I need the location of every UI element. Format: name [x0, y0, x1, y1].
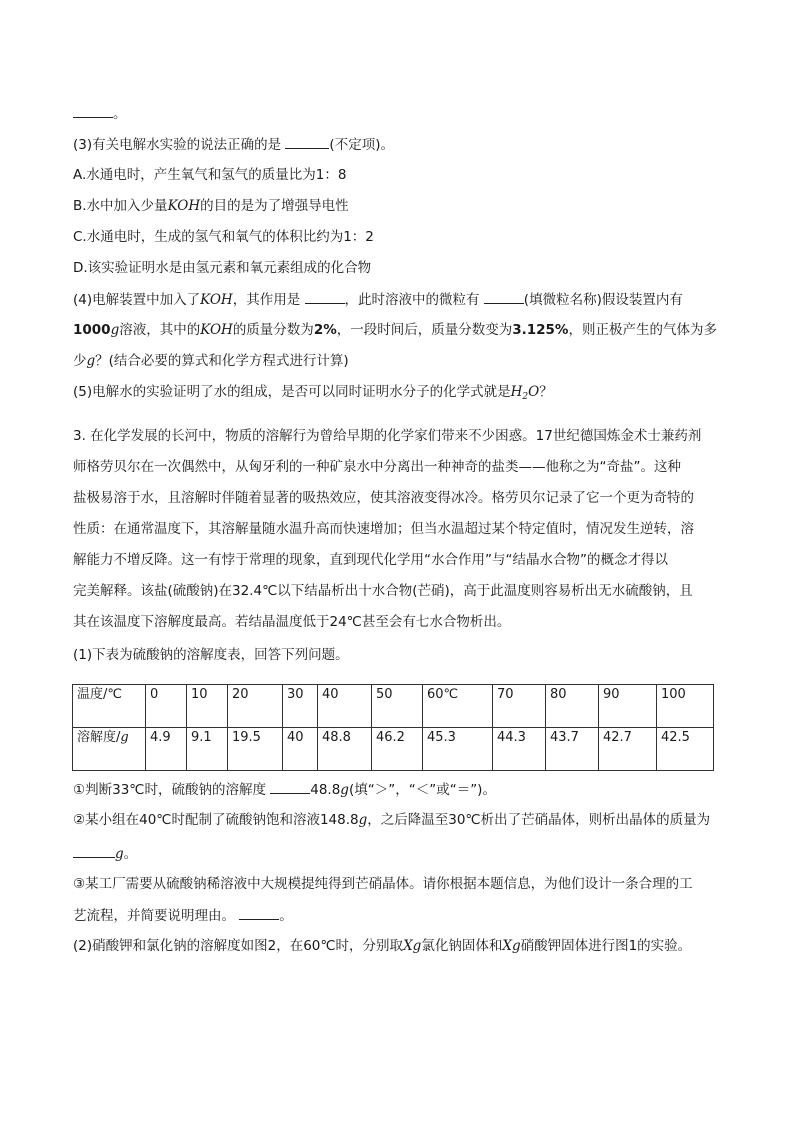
- answer-blank[interactable]: [73, 103, 113, 118]
- table-cell: 9.1: [187, 728, 228, 771]
- sub-question-2: (2)硝酸钾和氯化钠的溶解度如图2，在60℃时，分别取Xg氯化钠固体和Xg硝酸钾固体进行图1的实验。: [73, 938, 692, 954]
- intro-line: 其在该温度下溶解度最高。若结晶温度低于24℃甚至会有七水合物析出。: [73, 614, 511, 630]
- table-cell: 70: [493, 685, 546, 728]
- table-cell: 30: [283, 685, 318, 728]
- table-header-temperature: 温度/℃: [73, 685, 146, 728]
- answer-blank-line: 。: [73, 103, 127, 124]
- table-cell: 90: [599, 685, 657, 728]
- table-cell: 4.9: [146, 728, 187, 771]
- table-cell: 44.3: [493, 728, 546, 771]
- question-4-line-2: 1000g溶液，其中的KOH的质量分数为2%，一段时间后，质量分数变为3.125%，则正极产生的气体为多: [73, 322, 717, 338]
- answer-blank[interactable]: [270, 779, 310, 794]
- option-a: A.水通电时，产生氧气和氢气的质量比为1：8: [73, 167, 347, 183]
- intro-line: 3. 在化学发展的长河中，物质的溶解行为曾给早期的化学家们带来不少困惑。17世纪德国炼金术士兼药剂: [73, 428, 702, 444]
- table-cell: 43.7: [546, 728, 599, 771]
- question-5: (5)电解水的实验证明了水的组成，是否可以同时证明水分子的化学式就是$H_2O$？: [73, 384, 553, 402]
- question-4-line-3: 少g？(结合必要的算式和化学方程式进行计算): [73, 353, 349, 369]
- sub-question-1: (1)下表为硫酸钠的溶解度表，回答下列问题。: [73, 647, 349, 663]
- table-cell: 0: [146, 685, 187, 728]
- question-2-crystal-line-2: g。: [73, 843, 137, 864]
- question-4-line-1: (4)电解装置中加入了KOH，其作用是 ，此时溶液中的微粒有 (填微粒名称)假设装置内有: [73, 289, 683, 310]
- question-3-process-line-2: 艺流程，并简要说明理由。 。: [73, 905, 293, 926]
- table-cell: 42.7: [599, 728, 657, 771]
- table-cell: 10: [187, 685, 228, 728]
- table-row: [73, 728, 714, 771]
- answer-blank[interactable]: [239, 905, 279, 920]
- table-cell: 19.5: [228, 728, 283, 771]
- intro-line: 盐极易溶于水，且溶解时伴随着显著的吸热效应，使其溶液变得冰冷。格劳贝尔记录了它一个更为奇特的: [73, 490, 694, 506]
- answer-blank[interactable]: [484, 289, 524, 304]
- table-cell: 46.2: [372, 728, 423, 771]
- question-3: (3)有关电解水实验的说法正确的是 (不定项)。: [73, 134, 394, 155]
- intro-line: 性质：在通常温度下，其溶解量随水温升高而快速增加；但当水温超过某个特定值时，情况发生逆转，溶: [73, 521, 694, 537]
- intro-line: 完美解释。该盐(硫酸钠)在32.4℃以下结晶析出十水合物(芒硝)，高于此温度则容易析出无水硫酸钠，且: [73, 583, 693, 599]
- water-formula: $H_2O$: [510, 384, 540, 402]
- table-cell: 42.5: [657, 728, 714, 771]
- table-cell: 48.8: [318, 728, 372, 771]
- option-d: D.该实验证明水是由氢元素和氧元素组成的化合物: [73, 260, 372, 276]
- table-cell: 50: [372, 685, 423, 728]
- solubility-table: [72, 684, 714, 771]
- intro-line: 师格劳贝尔在一次偶然中，从匈牙利的一种矿泉水中分离出一种神奇的盐类——他称之为“奇盐”。这种: [73, 459, 681, 475]
- table-cell: 80: [546, 685, 599, 728]
- table-cell: 20: [228, 685, 283, 728]
- option-b: B.水中加入少量KOH的目的是为了增强导电性: [73, 198, 349, 214]
- question-3-process-line-1: ③某工厂需要从硫酸钠稀溶液中大规模提纯得到芒硝晶体。请你根据本题信息，为他们设计一条合理的工: [73, 876, 693, 892]
- table-cell: 100: [657, 685, 714, 728]
- intro-line: 解能力不增反降。这一有悖于常理的现象，直到现代化学用“水合作用”与“结晶水合物”的概念才得以: [73, 552, 668, 568]
- table-cell: 40: [318, 685, 372, 728]
- table-cell: 40: [283, 728, 318, 771]
- answer-blank[interactable]: [285, 134, 329, 149]
- question-2-crystal-line-1: ②某小组在40℃时配制了硫酸钠饱和溶液148.8g，之后降温至30℃析出了芒硝晶体，则析出晶体的质量为: [73, 812, 711, 828]
- option-c: C.水通电时，生成的氢气和氧气的体积比约为1：2: [73, 229, 374, 245]
- question-1-33c: ①判断33℃时，硫酸钠的溶解度 48.8g(填“＞”，“＜”或“＝”)。: [73, 779, 496, 800]
- table-header-solubility: 溶解度/g: [73, 728, 146, 771]
- table-cell: 45.3: [423, 728, 493, 771]
- table-row: [73, 685, 714, 728]
- answer-blank[interactable]: [73, 843, 115, 858]
- answer-blank[interactable]: [305, 289, 345, 304]
- table-cell: 60℃: [423, 685, 493, 728]
